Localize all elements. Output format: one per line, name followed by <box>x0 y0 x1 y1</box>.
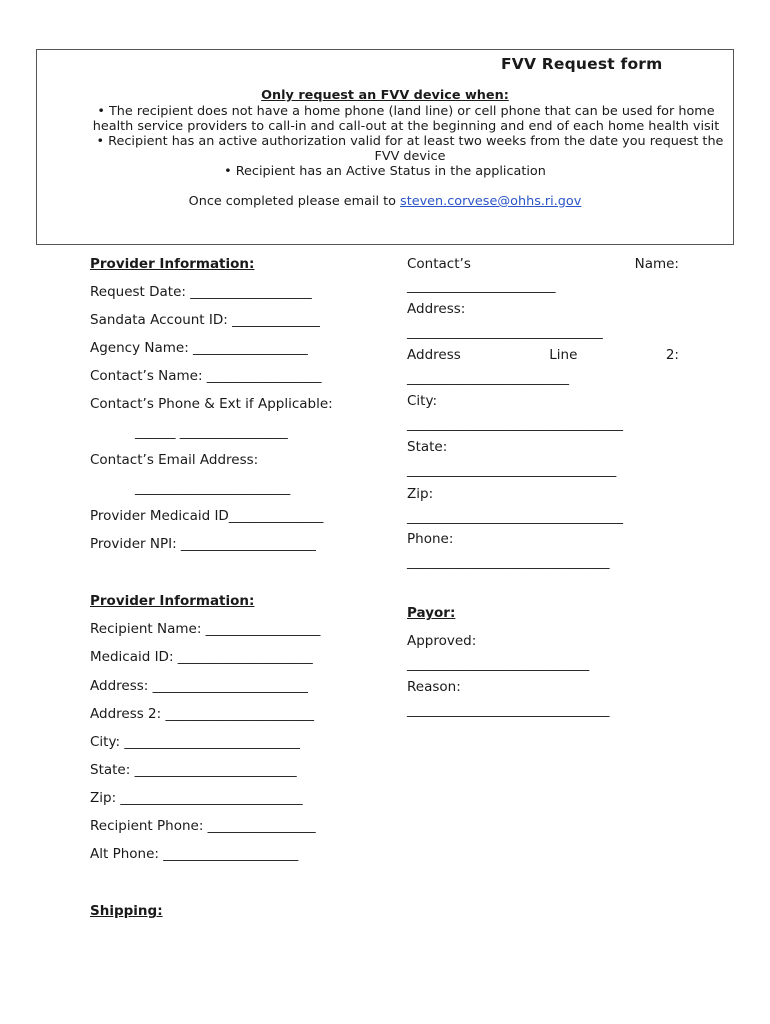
zip-blank[interactable]: ________________________________ <box>407 509 623 525</box>
recipient-city-field[interactable]: City: __________________________ <box>90 734 300 750</box>
medicaid-id-field[interactable]: Medicaid ID: ____________________ <box>90 649 313 665</box>
state-label: State: <box>407 439 448 455</box>
address-line-2-label-a: Address <box>407 347 461 363</box>
city-blank[interactable]: ________________________________ <box>407 416 623 432</box>
approved-label: Approved: <box>407 633 477 649</box>
address-label: Address: <box>407 301 466 317</box>
agency-name-field[interactable]: Agency Name: _________________ <box>90 340 308 356</box>
address-line-2-blank[interactable]: ________________________ <box>407 370 569 386</box>
recipient-info-heading: Provider Information: <box>90 593 255 609</box>
only-request-heading: Only request an FVV device when: <box>261 88 509 103</box>
contact-name-blank[interactable]: ______________________ <box>407 278 556 294</box>
provider-medicaid-id-field[interactable]: Provider Medicaid ID______________ <box>90 508 324 524</box>
contact-email-label: Contact’s Email Address: <box>90 452 259 468</box>
recipient-name-field[interactable]: Recipient Name: _________________ <box>90 621 321 637</box>
address-line-2-label-c: 2: <box>665 347 679 363</box>
reason-label: Reason: <box>407 679 461 695</box>
contact-name-label-2: Name: <box>634 256 679 272</box>
contact-name-field[interactable]: Contact’s Name: _________________ <box>90 368 322 384</box>
request-date-field[interactable]: Request Date: __________________ <box>90 284 312 300</box>
email-prefix: Once completed please email to <box>188 194 401 209</box>
address-blank[interactable]: _____________________________ <box>407 324 603 340</box>
recipient-address-2-field[interactable]: Address 2: ______________________ <box>90 706 314 722</box>
condition-active-status: • Recipient has an Active Status in the application <box>224 164 546 179</box>
sandata-account-id-field[interactable]: Sandata Account ID: _____________ <box>90 312 320 328</box>
contact-name-row <box>407 256 679 272</box>
recipient-phone-field[interactable]: Recipient Phone: ________________ <box>90 818 316 834</box>
alt-phone-field[interactable]: Alt Phone: ____________________ <box>90 846 299 862</box>
condition-authorization: • Recipient has an active authorization valid for at least two weeks from the date you request the FVV device <box>96 134 724 164</box>
city-label: City: <box>407 393 438 409</box>
contact-phone-label: Contact’s Phone & Ext if Applicable: <box>90 396 333 412</box>
email-link[interactable]: steven.corvese@ohhs.ri.gov <box>400 194 582 209</box>
contact-name-label: Contact’s <box>407 256 471 272</box>
phone-blank[interactable]: ______________________________ <box>407 554 610 570</box>
provider-info-heading: Provider Information: <box>90 256 255 272</box>
approved-blank[interactable]: ___________________________ <box>407 656 590 672</box>
payor-heading: Payor: <box>407 605 456 621</box>
zip-label: Zip: <box>407 486 434 502</box>
recipient-zip-field[interactable]: Zip: ___________________________ <box>90 790 303 806</box>
address-line-2-row <box>407 347 679 363</box>
address-line-2-label-b: Line <box>549 347 578 363</box>
email-instruction <box>36 194 734 209</box>
recipient-address-field[interactable]: Address: _______________________ <box>90 678 308 694</box>
reason-blank[interactable]: ______________________________ <box>407 702 610 718</box>
provider-npi-field[interactable]: Provider NPI: ____________________ <box>90 536 316 552</box>
condition-home-phone: • The recipient does not have a home phone (land line) or cell phone that can be used for home health service providers to call-in and call-out at the beginning and end of each home health visit <box>92 104 720 134</box>
phone-label: Phone: <box>407 531 454 547</box>
form-title: FVV Request form <box>501 55 663 73</box>
recipient-state-field[interactable]: State: ________________________ <box>90 762 297 778</box>
contact-phone-field[interactable]: ______ ________________ <box>135 424 288 440</box>
shipping-heading: Shipping: <box>90 903 163 919</box>
state-blank[interactable]: _______________________________ <box>407 462 617 478</box>
contact-email-field[interactable]: _______________________ <box>135 480 291 496</box>
